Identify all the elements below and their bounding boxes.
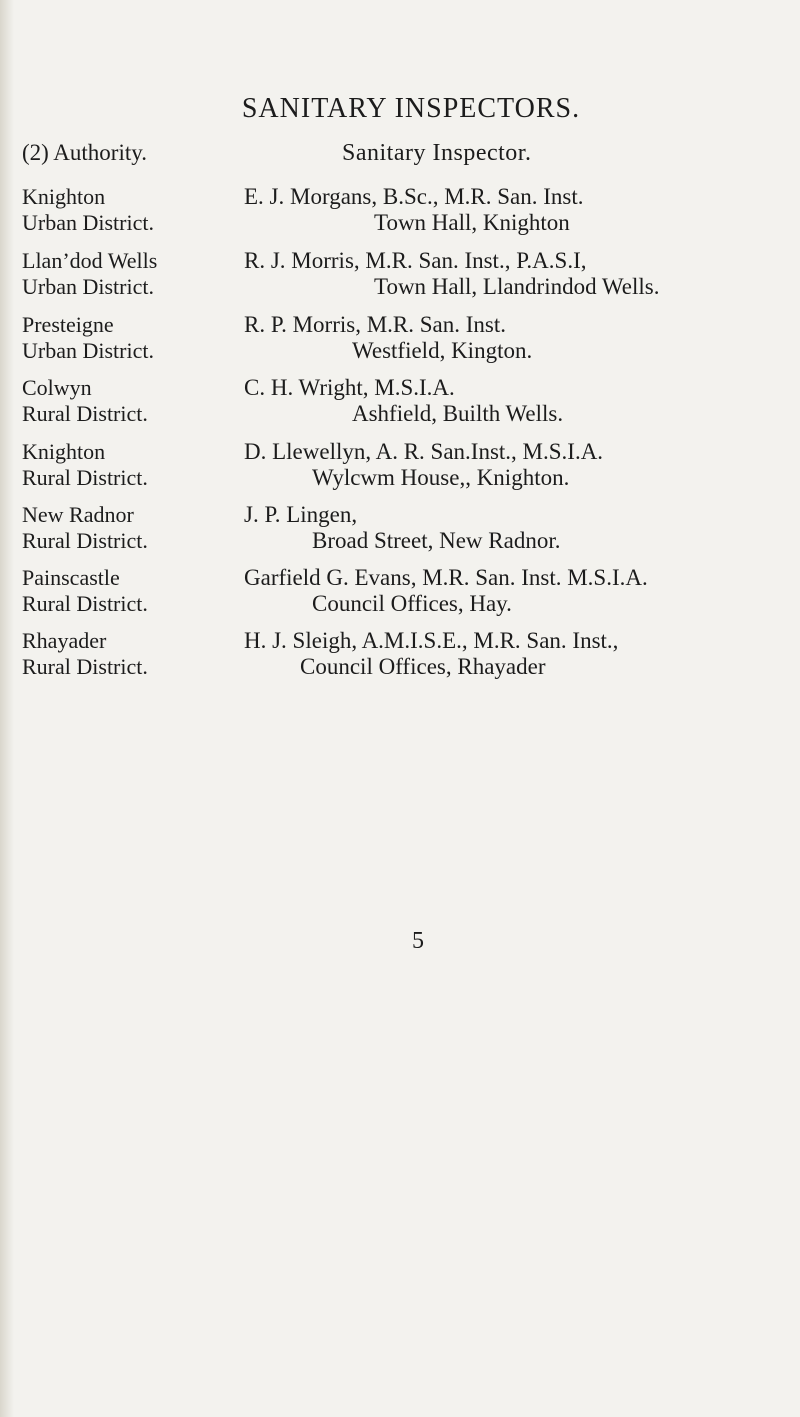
inspector-name: Garfield G. Evans, M.R. San. Inst. M.S.I.A.: [244, 565, 648, 590]
inspector-address: Ashfield, Builth Wells.: [352, 401, 564, 426]
authority-line: Painscastle: [22, 565, 120, 590]
inspector-entry: [0, 184, 800, 254]
inspector-address: Westfield, Kington.: [352, 338, 533, 363]
page-title: SANITARY INSPECTORS.: [241, 93, 581, 124]
inspector-address: Broad Street, New Radnor.: [312, 528, 561, 553]
inspector-address: Wylcwm House,, Knighton.: [312, 465, 570, 490]
authority-name: [22, 502, 148, 554]
authority-line: Rural District.: [22, 654, 148, 679]
authority-name: [22, 565, 148, 617]
inspector-entry: [0, 375, 800, 445]
inspector-entry: [0, 248, 800, 318]
inspector-name: R. P. Morris, M.R. San. Inst.: [244, 312, 506, 337]
authority-name: [22, 628, 148, 680]
authority-line: Rural District.: [22, 401, 148, 426]
inspector-entry: [0, 628, 800, 698]
inspector-name: H. J. Sleigh, A.M.I.S.E., M.R. San. Inst.,: [244, 628, 619, 653]
inspector-name: J. P. Lingen,: [244, 502, 358, 527]
inspector-entry: [0, 565, 800, 635]
inspector-address: Council Offices, Hay.: [312, 591, 512, 616]
authority-line: Llan’dod Wells: [22, 248, 158, 273]
authority-name: [22, 184, 154, 236]
inspector-entry: [0, 502, 800, 572]
authority-line: Knighton: [22, 184, 106, 209]
inspector-name: C. H. Wright, M.S.I.A.: [244, 375, 455, 400]
authority-line: Urban District.: [22, 274, 154, 299]
authority-line: New Radnor: [22, 502, 134, 527]
authority-name: [22, 439, 148, 491]
authority-line: Urban District.: [22, 210, 154, 235]
authority-line: Urban District.: [22, 338, 154, 363]
inspector-column-heading: Sanitary Inspector.: [342, 140, 532, 166]
inspector-entry: [0, 439, 800, 509]
inspector-name: R. J. Morris, M.R. San. Inst., P.A.S.I,: [244, 248, 587, 273]
authority-line: Rural District.: [22, 591, 148, 616]
authority-line: Rhayader: [22, 628, 107, 653]
inspector-address: Town Hall, Knighton: [374, 210, 570, 235]
inspector-address: Town Hall, Llandrindod Wells.: [374, 274, 660, 299]
page-number: 5: [412, 928, 424, 954]
inspector-name: D. Llewellyn, A. R. San.Inst., M.S.I.A.: [244, 439, 604, 464]
authority-line: Rural District.: [22, 528, 148, 553]
authority-name: [22, 375, 148, 427]
authority-name: [22, 248, 157, 300]
inspector-entry: [0, 312, 800, 382]
inspector-address: Council Offices, Rhayader: [300, 654, 546, 679]
authority-line: Colwyn: [22, 375, 92, 400]
authority-column-heading: (2) Authority.: [22, 140, 147, 165]
authority-line: Knighton: [22, 439, 106, 464]
inspector-name: E. J. Morgans, B.Sc., M.R. San. Inst.: [244, 184, 584, 209]
authority-line: Presteigne: [22, 312, 114, 337]
authority-line: Rural District.: [22, 465, 148, 490]
authority-name: [22, 312, 154, 364]
